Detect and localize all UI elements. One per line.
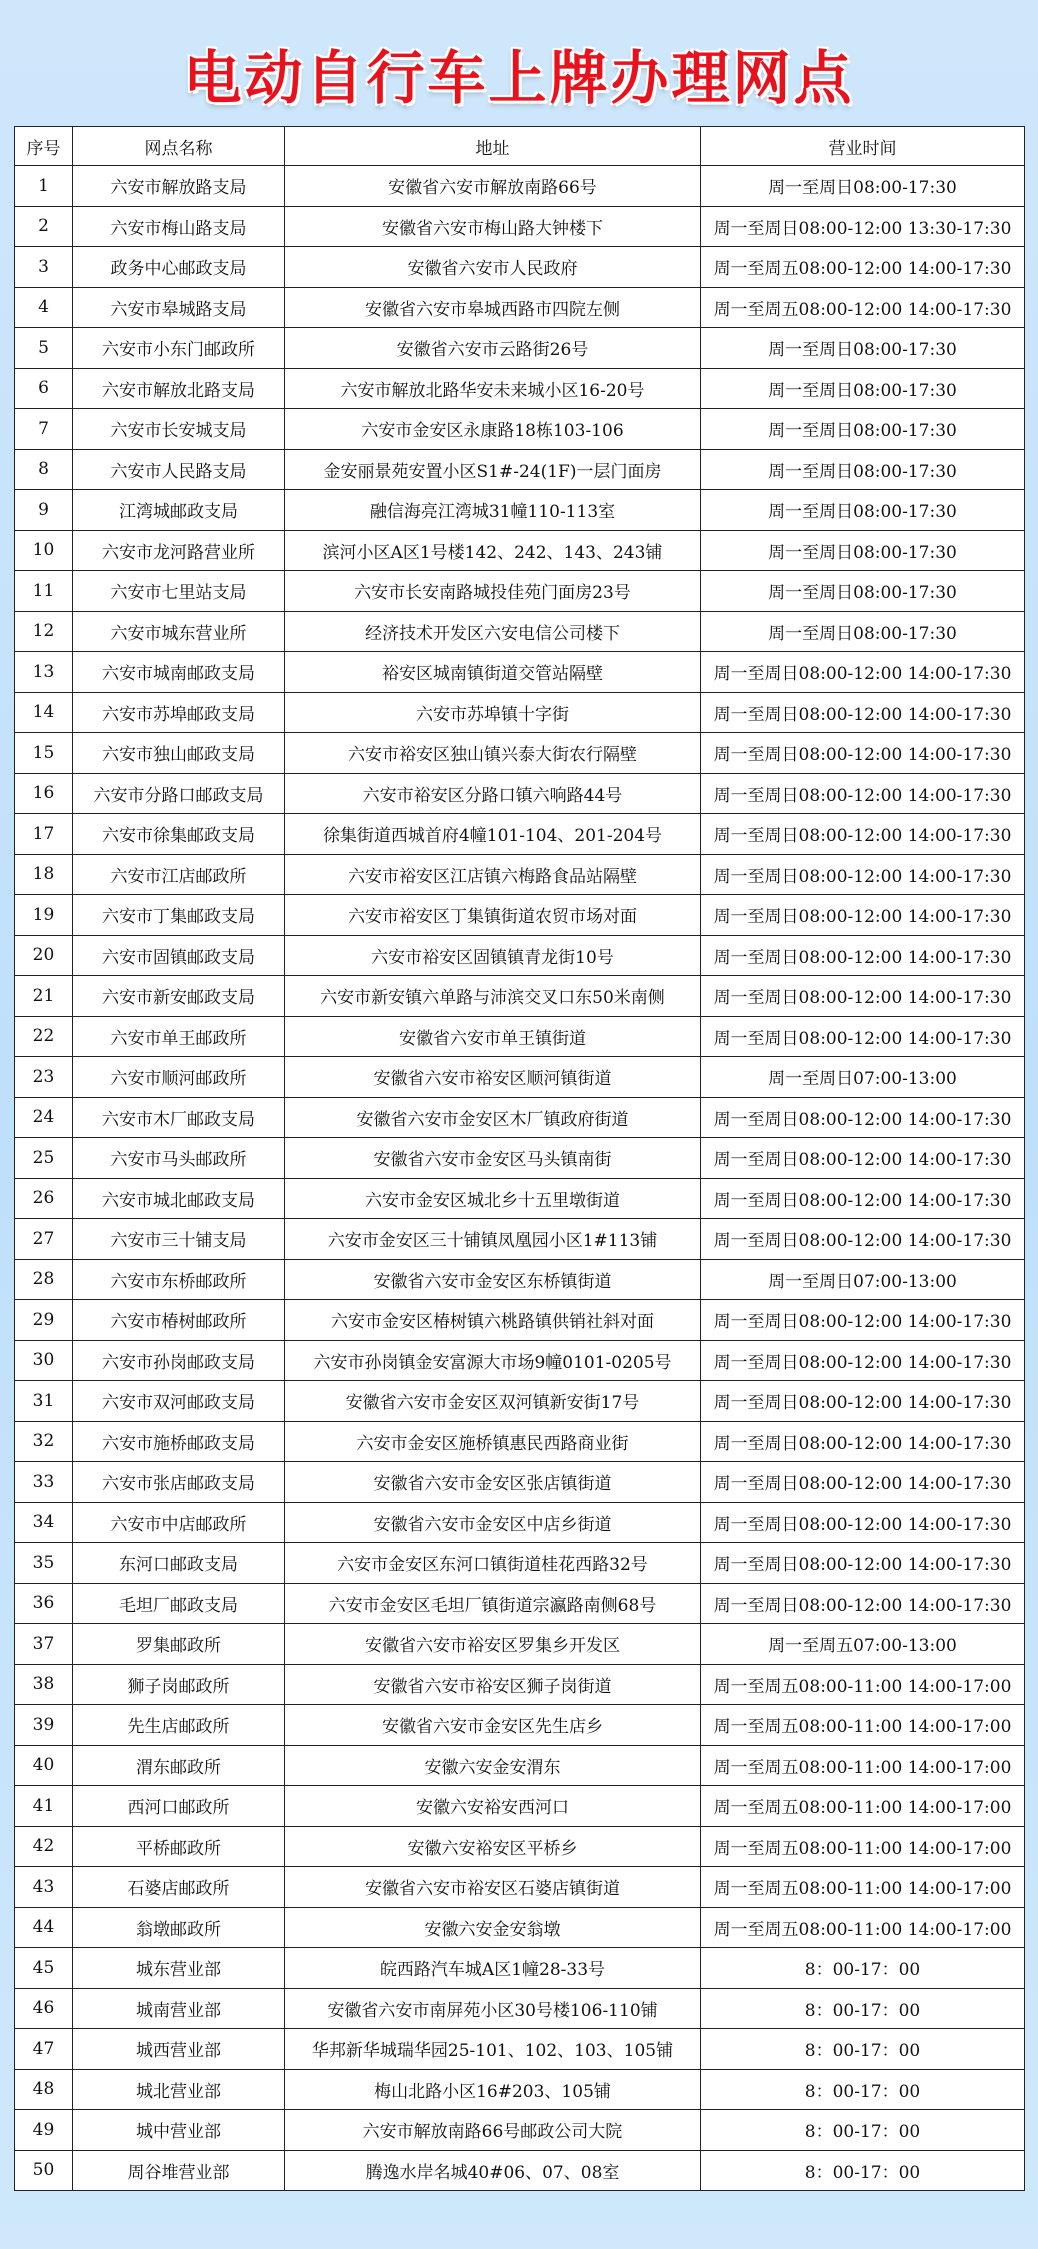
cell-index: 5 <box>15 328 73 369</box>
cell-hours: 周一至周日08:00-12:00 14:00-17:30 <box>701 895 1025 936</box>
cell-index: 22 <box>15 1016 73 1057</box>
cell-hours: 周一至周日08:00-17:30 <box>701 328 1025 369</box>
cell-outlet-name: 六安市小东门邮政所 <box>73 328 285 369</box>
table-row <box>15 2069 1025 2110</box>
cell-outlet-name: 平桥邮政所 <box>73 1826 285 1867</box>
cell-outlet-name: 翁墩邮政所 <box>73 1907 285 1948</box>
table-row <box>15 1097 1025 1138</box>
cell-hours: 周一至周日08:00-12:00 14:00-17:30 <box>701 1097 1025 1138</box>
cell-outlet-name: 六安市解放北路支局 <box>73 368 285 409</box>
cell-hours: 周一至周日08:00-17:30 <box>701 409 1025 450</box>
cell-hours: 周一至周五08:00-11:00 14:00-17:00 <box>701 1786 1025 1827</box>
cell-address: 六安市裕安区分路口镇六响路44号 <box>285 773 701 814</box>
table-row <box>15 611 1025 652</box>
cell-address: 六安市新安镇六单路与沛滨交叉口东50米南侧 <box>285 976 701 1017</box>
cell-address: 裕安区城南镇街道交管站隔壁 <box>285 652 701 693</box>
cell-outlet-name: 六安市顺河邮政所 <box>73 1057 285 1098</box>
cell-outlet-name: 六安市双河邮政支局 <box>73 1381 285 1422</box>
cell-hours: 周一至周日08:00-12:00 14:00-17:30 <box>701 1016 1025 1057</box>
cell-index: 33 <box>15 1462 73 1503</box>
cell-index: 18 <box>15 854 73 895</box>
cell-hours: 8：00-17：00 <box>701 2150 1025 2191</box>
cell-address: 华邦新华城瑞华园25-101、102、103、105铺 <box>285 2029 701 2070</box>
cell-outlet-name: 城北营业部 <box>73 2069 285 2110</box>
cell-index: 36 <box>15 1583 73 1624</box>
table-row <box>15 1057 1025 1098</box>
cell-outlet-name: 六安市苏埠邮政支局 <box>73 692 285 733</box>
cell-outlet-name: 六安市皋城路支局 <box>73 287 285 328</box>
cell-hours: 周一至周日08:00-17:30 <box>701 449 1025 490</box>
cell-address: 安徽六安裕安区平桥乡 <box>285 1826 701 1867</box>
cell-index: 21 <box>15 976 73 1017</box>
cell-outlet-name: 六安市固镇邮政支局 <box>73 935 285 976</box>
cell-address: 金安丽景苑安置小区S1#-24(1F)一层门面房 <box>285 449 701 490</box>
cell-address: 腾逸水岸名城40#06、07、08室 <box>285 2150 701 2191</box>
cell-outlet-name: 城东营业部 <box>73 1948 285 1989</box>
cell-address: 融信海亮江湾城31幢110-113室 <box>285 490 701 531</box>
cell-outlet-name: 六安市独山邮政支局 <box>73 733 285 774</box>
cell-outlet-name: 毛坦厂邮政支局 <box>73 1583 285 1624</box>
cell-hours: 周一至周日08:00-17:30 <box>701 368 1025 409</box>
cell-hours: 周一至周五08:00-11:00 14:00-17:00 <box>701 1867 1025 1908</box>
cell-index: 40 <box>15 1745 73 1786</box>
cell-index: 43 <box>15 1867 73 1908</box>
cell-outlet-name: 六安市城南邮政支局 <box>73 652 285 693</box>
table-row <box>15 814 1025 855</box>
table-row <box>15 652 1025 693</box>
cell-hours: 周一至周五08:00-11:00 14:00-17:00 <box>701 1664 1025 1705</box>
cell-index: 4 <box>15 287 73 328</box>
cell-index: 15 <box>15 733 73 774</box>
cell-hours: 周一至周日08:00-12:00 14:00-17:30 <box>701 1300 1025 1341</box>
cell-index: 30 <box>15 1340 73 1381</box>
cell-index: 29 <box>15 1300 73 1341</box>
table-row <box>15 2110 1025 2151</box>
cell-hours: 周一至周日08:00-12:00 14:00-17:30 <box>701 976 1025 1017</box>
table-row <box>15 1988 1025 2029</box>
cell-outlet-name: 六安市梅山路支局 <box>73 206 285 247</box>
cell-outlet-name: 东河口邮政支局 <box>73 1543 285 1584</box>
cell-index: 32 <box>15 1421 73 1462</box>
cell-index: 45 <box>15 1948 73 1989</box>
cell-address: 徐集街道西城首府4幢101-104、201-204号 <box>285 814 701 855</box>
cell-hours: 周一至周日08:00-12:00 14:00-17:30 <box>701 1381 1025 1422</box>
table-row <box>15 1340 1025 1381</box>
table-row <box>15 1624 1025 1665</box>
cell-address: 安徽省六安市解放南路66号 <box>285 166 701 207</box>
table-row <box>15 1381 1025 1422</box>
cell-hours: 周一至周日07:00-13:00 <box>701 1057 1025 1098</box>
cell-hours: 8：00-17：00 <box>701 2110 1025 2151</box>
cell-index: 17 <box>15 814 73 855</box>
cell-index: 41 <box>15 1786 73 1827</box>
table-row <box>15 1543 1025 1584</box>
cell-index: 35 <box>15 1543 73 1584</box>
cell-hours: 周一至周日08:00-12:00 14:00-17:30 <box>701 1421 1025 1462</box>
cell-hours: 周一至周日08:00-12:00 14:00-17:30 <box>701 1502 1025 1543</box>
cell-hours: 周一至周五08:00-11:00 14:00-17:00 <box>701 1705 1025 1746</box>
cell-address: 六安市金安区永康路18栋103-106 <box>285 409 701 450</box>
cell-index: 24 <box>15 1097 73 1138</box>
cell-address: 安徽省六安市皋城西路市四院左侧 <box>285 287 701 328</box>
cell-outlet-name: 六安市江店邮政所 <box>73 854 285 895</box>
cell-index: 44 <box>15 1907 73 1948</box>
table-row <box>15 1826 1025 1867</box>
cell-outlet-name: 六安市施桥邮政支局 <box>73 1421 285 1462</box>
cell-address: 安徽省六安市裕安区狮子岗街道 <box>285 1664 701 1705</box>
cell-address: 六安市金安区城北乡十五里墩街道 <box>285 1178 701 1219</box>
cell-outlet-name: 六安市马头邮政所 <box>73 1138 285 1179</box>
cell-index: 23 <box>15 1057 73 1098</box>
cell-index: 48 <box>15 2069 73 2110</box>
cell-hours: 周一至周日08:00-12:00 14:00-17:30 <box>701 1138 1025 1179</box>
cell-index: 28 <box>15 1259 73 1300</box>
cell-index: 34 <box>15 1502 73 1543</box>
cell-address: 六安市金安区椿树镇六桃路镇供销社斜对面 <box>285 1300 701 1341</box>
cell-hours: 周一至周日08:00-17:30 <box>701 490 1025 531</box>
cell-outlet-name: 周谷堆营业部 <box>73 2150 285 2191</box>
cell-address: 六安市孙岗镇金安富源大市场9幢0101-0205号 <box>285 1340 701 1381</box>
cell-index: 14 <box>15 692 73 733</box>
table-row <box>15 206 1025 247</box>
table-row <box>15 1705 1025 1746</box>
header-index: 序号 <box>15 127 73 166</box>
cell-outlet-name: 西河口邮政所 <box>73 1786 285 1827</box>
table-row <box>15 976 1025 1017</box>
cell-hours: 周一至周日08:00-12:00 14:00-17:30 <box>701 733 1025 774</box>
cell-outlet-name: 六安市孙岗邮政支局 <box>73 1340 285 1381</box>
table-row <box>15 733 1025 774</box>
cell-index: 25 <box>15 1138 73 1179</box>
cell-outlet-name: 政务中心邮政支局 <box>73 247 285 288</box>
cell-hours: 周一至周日08:00-12:00 14:00-17:30 <box>701 935 1025 976</box>
cell-hours: 周一至周日08:00-17:30 <box>701 166 1025 207</box>
cell-address: 安徽省六安市金安区马头镇南街 <box>285 1138 701 1179</box>
cell-address: 安徽省六安市裕安区罗集乡开发区 <box>285 1624 701 1665</box>
table-row <box>15 409 1025 450</box>
cell-hours: 周一至周日08:00-17:30 <box>701 611 1025 652</box>
table-row <box>15 1907 1025 1948</box>
cell-address: 六安市裕安区独山镇兴泰大街农行隔壁 <box>285 733 701 774</box>
table-row <box>15 1178 1025 1219</box>
table-row <box>15 1664 1025 1705</box>
table-row <box>15 2029 1025 2070</box>
cell-index: 42 <box>15 1826 73 1867</box>
cell-address: 安徽省六安市梅山路大钟楼下 <box>285 206 701 247</box>
cell-hours: 周一至周日08:00-12:00 13:30-17:30 <box>701 206 1025 247</box>
cell-outlet-name: 六安市张店邮政支局 <box>73 1462 285 1503</box>
cell-address: 六安市金安区东河口镇街道桂花西路32号 <box>285 1543 701 1584</box>
cell-address: 梅山北路小区16#203、105铺 <box>285 2069 701 2110</box>
cell-outlet-name: 六安市三十铺支局 <box>73 1219 285 1260</box>
cell-hours: 周一至周日08:00-12:00 14:00-17:30 <box>701 854 1025 895</box>
table-row <box>15 530 1025 571</box>
cell-address: 六安市裕安区固镇镇青龙街10号 <box>285 935 701 976</box>
cell-outlet-name: 罗集邮政所 <box>73 1624 285 1665</box>
cell-outlet-name: 六安市单王邮政所 <box>73 1016 285 1057</box>
table-row <box>15 571 1025 612</box>
cell-hours: 周一至周五08:00-12:00 14:00-17:30 <box>701 287 1025 328</box>
header-hours: 营业时间 <box>701 127 1025 166</box>
cell-hours: 周一至周五08:00-12:00 14:00-17:30 <box>701 247 1025 288</box>
cell-index: 7 <box>15 409 73 450</box>
cell-outlet-name: 江湾城邮政支局 <box>73 490 285 531</box>
table-row <box>15 490 1025 531</box>
cell-hours: 周一至周日07:00-13:00 <box>701 1259 1025 1300</box>
cell-address: 经济技术开发区六安电信公司楼下 <box>285 611 701 652</box>
cell-outlet-name: 城西营业部 <box>73 2029 285 2070</box>
cell-address: 安徽省六安市金安区东桥镇街道 <box>285 1259 701 1300</box>
cell-address: 安徽省六安市金安区张店镇街道 <box>285 1462 701 1503</box>
cell-outlet-name: 六安市徐集邮政支局 <box>73 814 285 855</box>
table-row <box>15 1462 1025 1503</box>
cell-hours: 周一至周日08:00-12:00 14:00-17:30 <box>701 692 1025 733</box>
cell-address: 六安市解放北路华安未来城小区16-20号 <box>285 368 701 409</box>
cell-outlet-name: 城中营业部 <box>73 2110 285 2151</box>
header-address: 地址 <box>285 127 701 166</box>
table-row <box>15 1502 1025 1543</box>
cell-index: 50 <box>15 2150 73 2191</box>
cell-outlet-name: 六安市人民路支局 <box>73 449 285 490</box>
cell-address: 安徽省六安市金安区木厂镇政府街道 <box>285 1097 701 1138</box>
cell-index: 47 <box>15 2029 73 2070</box>
cell-index: 27 <box>15 1219 73 1260</box>
table-row <box>15 1786 1025 1827</box>
cell-index: 20 <box>15 935 73 976</box>
cell-address: 安徽六安裕安西河口 <box>285 1786 701 1827</box>
cell-outlet-name: 六安市长安城支局 <box>73 409 285 450</box>
cell-index: 11 <box>15 571 73 612</box>
cell-address: 安徽省六安市人民政府 <box>285 247 701 288</box>
outlet-table <box>14 126 1025 2191</box>
table-row <box>15 1219 1025 1260</box>
cell-hours: 周一至周日08:00-12:00 14:00-17:30 <box>701 652 1025 693</box>
cell-hours: 周一至周日08:00-17:30 <box>701 571 1025 612</box>
cell-address: 皖西路汽车城A区1幢28-33号 <box>285 1948 701 1989</box>
cell-outlet-name: 狮子岗邮政所 <box>73 1664 285 1705</box>
cell-hours: 周一至周日08:00-12:00 14:00-17:30 <box>701 1219 1025 1260</box>
cell-index: 6 <box>15 368 73 409</box>
cell-address: 安徽六安金安渭东 <box>285 1745 701 1786</box>
cell-hours: 周一至周五08:00-11:00 14:00-17:00 <box>701 1826 1025 1867</box>
cell-hours: 周一至周日08:00-12:00 14:00-17:30 <box>701 1583 1025 1624</box>
header-outlet-name: 网点名称 <box>73 127 285 166</box>
cell-index: 19 <box>15 895 73 936</box>
cell-outlet-name: 六安市丁集邮政支局 <box>73 895 285 936</box>
table-row <box>15 1300 1025 1341</box>
table-row <box>15 247 1025 288</box>
cell-address: 安徽省六安市裕安区石婆店镇街道 <box>285 1867 701 1908</box>
table-row <box>15 1138 1025 1179</box>
cell-address: 安徽省六安市金安区中店乡街道 <box>285 1502 701 1543</box>
cell-hours: 8：00-17：00 <box>701 1988 1025 2029</box>
cell-address: 安徽六安金安翁墩 <box>285 1907 701 1948</box>
cell-outlet-name: 六安市城北邮政支局 <box>73 1178 285 1219</box>
table-row <box>15 1948 1025 1989</box>
cell-hours: 8：00-17：00 <box>701 2029 1025 2070</box>
cell-address: 安徽省六安市云路街26号 <box>285 328 701 369</box>
cell-index: 38 <box>15 1664 73 1705</box>
table-row <box>15 895 1025 936</box>
cell-address: 安徽省六安市金安区双河镇新安街17号 <box>285 1381 701 1422</box>
cell-index: 49 <box>15 2110 73 2151</box>
cell-hours: 周一至周日08:00-12:00 14:00-17:30 <box>701 773 1025 814</box>
cell-index: 10 <box>15 530 73 571</box>
cell-address: 六安市金安区毛坦厂镇街道宗瀛路南侧68号 <box>285 1583 701 1624</box>
cell-outlet-name: 六安市新安邮政支局 <box>73 976 285 1017</box>
cell-outlet-name: 六安市木厂邮政支局 <box>73 1097 285 1138</box>
cell-index: 9 <box>15 490 73 531</box>
cell-index: 46 <box>15 1988 73 2029</box>
cell-outlet-name: 六安市城东营业所 <box>73 611 285 652</box>
cell-hours: 周一至周五08:00-11:00 14:00-17:00 <box>701 1907 1025 1948</box>
cell-address: 六安市金安区施桥镇惠民西路商业街 <box>285 1421 701 1462</box>
cell-outlet-name: 六安市中店邮政所 <box>73 1502 285 1543</box>
table-row <box>15 1016 1025 1057</box>
cell-index: 13 <box>15 652 73 693</box>
table-row <box>15 449 1025 490</box>
cell-hours: 周一至周日08:00-12:00 14:00-17:30 <box>701 1462 1025 1503</box>
cell-hours: 周一至周五08:00-11:00 14:00-17:00 <box>701 1745 1025 1786</box>
cell-outlet-name: 六安市七里站支局 <box>73 571 285 612</box>
table-row <box>15 328 1025 369</box>
cell-hours: 周一至周日08:00-12:00 14:00-17:30 <box>701 1340 1025 1381</box>
table-row <box>15 1259 1025 1300</box>
table-row <box>15 1745 1025 1786</box>
cell-address: 六安市解放南路66号邮政公司大院 <box>285 2110 701 2151</box>
cell-hours: 周一至周日08:00-12:00 14:00-17:30 <box>701 814 1025 855</box>
cell-outlet-name: 六安市东桥邮政所 <box>73 1259 285 1300</box>
cell-address: 六安市长安南路城投佳苑门面房23号 <box>285 571 701 612</box>
cell-index: 1 <box>15 166 73 207</box>
table-row <box>15 2150 1025 2191</box>
cell-address: 安徽省六安市单王镇街道 <box>285 1016 701 1057</box>
cell-index: 3 <box>15 247 73 288</box>
cell-address: 六安市裕安区丁集镇街道农贸市场对面 <box>285 895 701 936</box>
cell-hours: 8：00-17：00 <box>701 2069 1025 2110</box>
cell-index: 37 <box>15 1624 73 1665</box>
table-row <box>15 692 1025 733</box>
cell-hours: 8：00-17：00 <box>701 1948 1025 1989</box>
cell-index: 8 <box>15 449 73 490</box>
cell-address: 安徽省六安市金安区先生店乡 <box>285 1705 701 1746</box>
cell-address: 安徽省六安市裕安区顺河镇街道 <box>285 1057 701 1098</box>
table-row <box>15 287 1025 328</box>
cell-index: 16 <box>15 773 73 814</box>
cell-outlet-name: 城南营业部 <box>73 1988 285 2029</box>
cell-outlet-name: 六安市椿树邮政所 <box>73 1300 285 1341</box>
table-row <box>15 1867 1025 1908</box>
cell-outlet-name: 先生店邮政所 <box>73 1705 285 1746</box>
cell-address: 滨河小区A区1号楼142、242、143、243铺 <box>285 530 701 571</box>
page-title: 电动自行车上牌办理网点 <box>183 44 855 112</box>
table-row <box>15 935 1025 976</box>
cell-index: 12 <box>15 611 73 652</box>
cell-outlet-name: 石婆店邮政所 <box>73 1867 285 1908</box>
table-row <box>15 773 1025 814</box>
cell-outlet-name: 六安市分路口邮政支局 <box>73 773 285 814</box>
table-header-row <box>15 127 1025 166</box>
cell-address: 安徽省六安市南屏苑小区30号楼106-110铺 <box>285 1988 701 2029</box>
cell-hours: 周一至周日08:00-12:00 14:00-17:30 <box>701 1178 1025 1219</box>
table-row <box>15 1421 1025 1462</box>
table-row <box>15 368 1025 409</box>
cell-address: 六安市金安区三十铺镇凤凰园小区1#113铺 <box>285 1219 701 1260</box>
cell-hours: 周一至周五07:00-13:00 <box>701 1624 1025 1665</box>
cell-outlet-name: 六安市解放路支局 <box>73 166 285 207</box>
cell-address: 六安市苏埠镇十字街 <box>285 692 701 733</box>
cell-index: 39 <box>15 1705 73 1746</box>
cell-outlet-name: 六安市龙河路营业所 <box>73 530 285 571</box>
cell-index: 2 <box>15 206 73 247</box>
cell-hours: 周一至周日08:00-17:30 <box>701 530 1025 571</box>
table-row <box>15 854 1025 895</box>
cell-index: 26 <box>15 1178 73 1219</box>
table-row <box>15 1583 1025 1624</box>
cell-hours: 周一至周日08:00-12:00 14:00-17:30 <box>701 1543 1025 1584</box>
cell-address: 六安市裕安区江店镇六梅路食品站隔壁 <box>285 854 701 895</box>
table-body <box>15 166 1025 2191</box>
cell-outlet-name: 渭东邮政所 <box>73 1745 285 1786</box>
cell-index: 31 <box>15 1381 73 1422</box>
table-row <box>15 166 1025 207</box>
